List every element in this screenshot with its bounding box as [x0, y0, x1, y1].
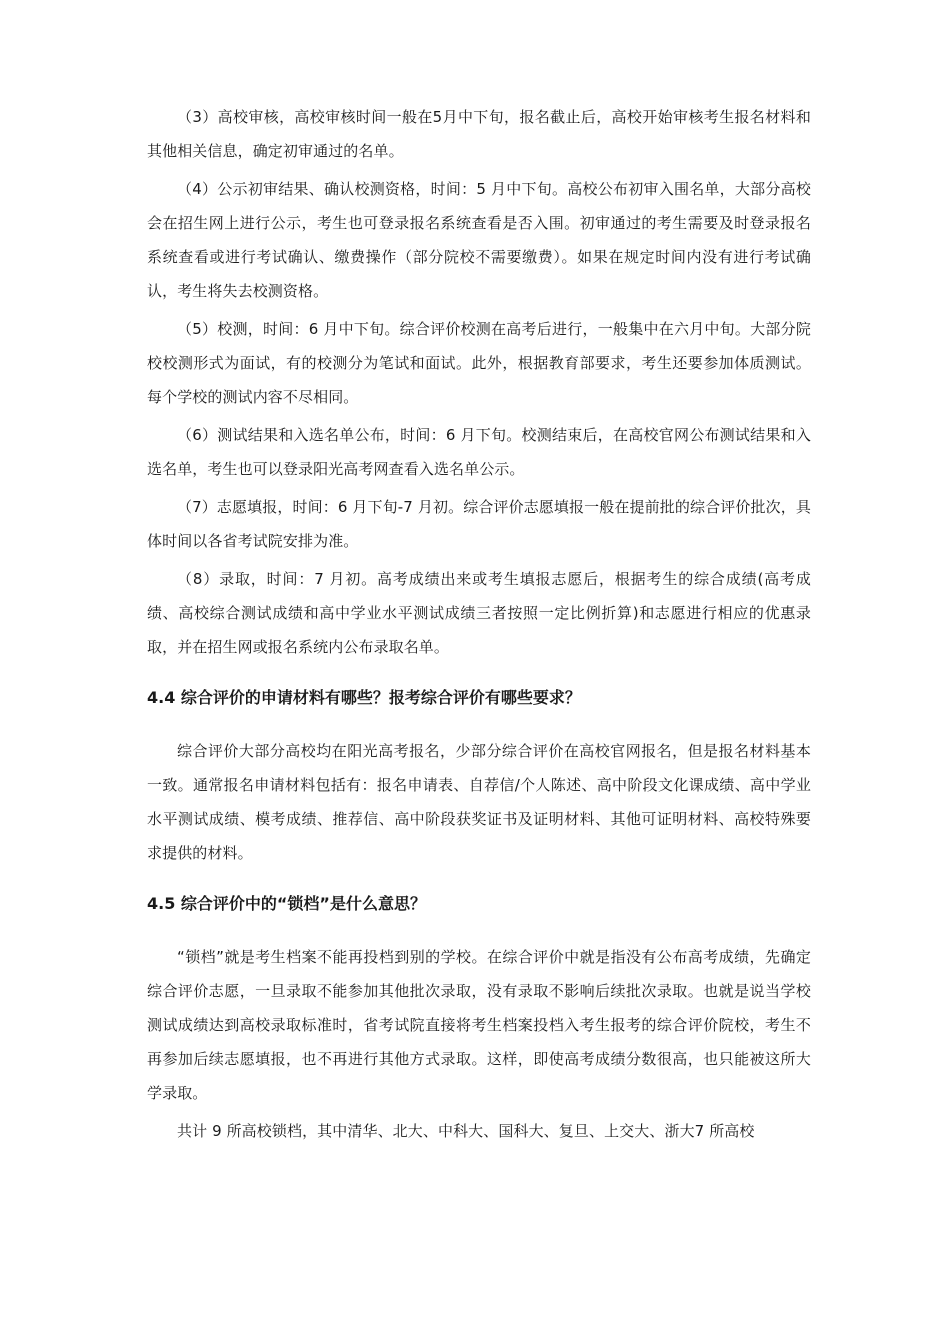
paragraph-step-6: （6）测试结果和入选名单公布，时间：6 月下旬。校测结束后，在高校官网公布测试结果和入选名单，考生也可以登录阳光高考网查看入选名单公示。 [147, 426, 811, 478]
paragraph-lock-file-universities: 共计 9 所高校锁档，其中清华、北大、中科大、国科大、复旦、上交大、浙大7 所高校 [177, 1122, 755, 1140]
paragraph-application-materials: 综合评价大部分高校均在阳光高考报名，少部分综合评价在高校官网报名，但是报名材料基本一致。通常报名申请材料包括有：报名申请表、自荐信/个人陈述、高中阶段文化课成绩、高中学业水平测试成绩、模考成绩、推荐信、高中阶段获奖证书及证明材料、其他可证明材料、高校特殊要求提供的材料。 [147, 742, 811, 862]
paragraph-step-4: （4）公示初审结果、确认校测资格，时间：5 月中下旬。高校公布初审入围名单，大部分高校会在招生网上进行公示，考生也可登录报名系统查看是否入围。初审通过的考生需要及时登录报名系统查看或进行考试确认、缴费操作（部分院校不需要缴费）。如果在规定时间内没有进行考试确认，考生将失去校测资格。 [147, 180, 811, 300]
section-heading-4-4: 4.4 综合评价的申请材料有哪些？报考综合评价有哪些要求？ [147, 688, 581, 707]
paragraph-step-5: （5）校测，时间：6 月中下旬。综合评价校测在高考后进行，一般集中在六月中旬。大部分院校校测形式为面试，有的校测分为笔试和面试。此外，根据教育部要求，考生还要参加体质测试。每个学校的测试内容不尽相同。 [147, 320, 811, 406]
paragraph-step-3: （3）高校审核，高校审核时间一般在5月中下旬，报名截止后，高校开始审核考生报名材料和其他相关信息，确定初审通过的名单。 [147, 108, 811, 160]
paragraph-lock-file-definition: “锁档”就是考生档案不能再投档到别的学校。在综合评价中就是指没有公布高考成绩，先确定综合评价志愿，一旦录取不能参加其他批次录取，没有录取不影响后续批次录取。也就是说当学校测试成绩达到高校录取标准时，省考试院直接将考生档案投档入考生报考的综合评价院校，考生不再参加后续志愿填报，也不再进行其他方式录取。这样，即使高考成绩分数很高，也只能被这所大学录取。 [147, 948, 811, 1102]
paragraph-step-7: （7）志愿填报，时间：6 月下旬-7 月初。综合评价志愿填报一般在提前批的综合评价批次，具体时间以各省考试院安排为准。 [147, 498, 811, 550]
section-heading-4-5: 4.5 综合评价中的“锁档”是什么意思？ [147, 894, 426, 913]
paragraph-step-8: （8）录取，时间：7 月初。高考成绩出来或考生填报志愿后，根据考生的综合成绩(高考成绩、高校综合测试成绩和高中学业水平测试成绩三者按照一定比例折算)和志愿进行相应的优惠录取，并在招生网或报名系统内公布录取名单。 [147, 570, 811, 656]
document-body [147, 100, 811, 1152]
